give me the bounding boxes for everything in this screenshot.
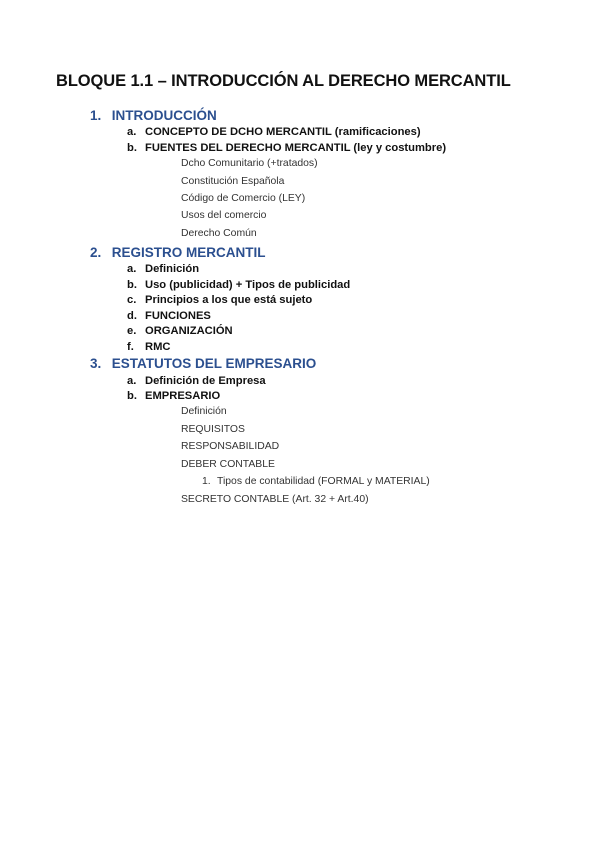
sublist-item-text: Usos del comercio — [181, 210, 267, 221]
section-heading-introduccion — [90, 108, 217, 123]
list-item-text: RMC — [145, 341, 171, 353]
sublist-item-text: Código de Comercio (LEY) — [181, 193, 306, 204]
list-item-text: FUENTES DEL DERECHO MERCANTIL (ley y costumbre) — [145, 142, 447, 154]
list-item-text: ORGANIZACIÓN — [145, 325, 233, 337]
sublist-item-text: Dcho Comunitario (+tratados) — [181, 158, 318, 169]
list-marker: f. — [127, 341, 134, 353]
list-marker: e. — [127, 325, 137, 337]
list-item-text: Definición de Empresa — [145, 375, 266, 387]
sublist-item-text: Derecho Común — [181, 228, 257, 239]
list-marker: a. — [127, 126, 137, 138]
section-number: 2. — [90, 245, 102, 260]
sublist-item-text: SECRETO CONTABLE (Art. 32 + Art.40) — [181, 494, 369, 505]
list-item-text: Definición — [145, 263, 200, 275]
sublist-item-text: Constitución Española — [181, 176, 285, 187]
list-marker: c. — [127, 294, 137, 306]
list-marker: a. — [127, 263, 137, 275]
section-title: INTRODUCCIÓN — [111, 108, 217, 123]
list-marker: a. — [127, 375, 137, 387]
sublist-item-text: Definición — [181, 406, 227, 417]
nested-list-item — [202, 476, 430, 487]
nested-list-marker: 1. — [202, 476, 211, 487]
list-marker: b. — [127, 142, 137, 154]
section-heading-registro-mercantil — [90, 245, 266, 260]
list-item-text: Uso (publicidad) + Tipos de publicidad — [145, 279, 351, 291]
section-title: ESTATUTOS DEL EMPRESARIO — [111, 356, 317, 371]
list-item-text: EMPRESARIO — [145, 390, 221, 402]
list-marker: d. — [127, 310, 137, 322]
sublist-item-text: REQUISITOS — [181, 424, 245, 435]
list-marker: b. — [127, 390, 137, 402]
sublist-item-text: DEBER CONTABLE — [181, 459, 275, 470]
page-title: BLOQUE 1.1 – INTRODUCCIÓN AL DERECHO MERCANTIL — [56, 72, 511, 90]
list-item-text: Principios a los que está sujeto — [145, 294, 313, 306]
section-number: 1. — [90, 108, 102, 123]
section-title: REGISTRO MERCANTIL — [111, 245, 266, 260]
list-item-text: CONCEPTO DE DCHO MERCANTIL (ramificaciones) — [145, 126, 421, 138]
nested-list-item-text: Tipos de contabilidad (FORMAL y MATERIAL) — [217, 476, 430, 487]
section-number: 3. — [90, 356, 102, 371]
list-item-text: FUNCIONES — [145, 310, 211, 322]
section-heading-estatutos-del-empresario — [90, 356, 316, 371]
sublist-item-text: RESPONSABILIDAD — [181, 441, 280, 452]
list-marker: b. — [127, 279, 137, 291]
